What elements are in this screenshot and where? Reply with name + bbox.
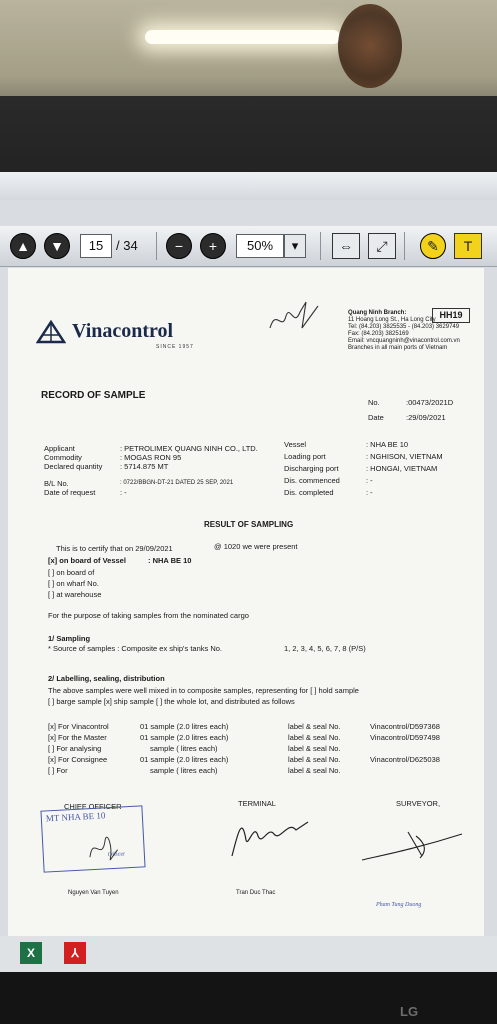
- doc-date-label: Date: [368, 413, 384, 422]
- option-line: [ ] at warehouse: [48, 590, 102, 599]
- window-top-strip: [0, 172, 497, 200]
- option-line: [ ] on board of: [48, 568, 95, 577]
- dist-ref: Vinacontrol/D597368: [370, 722, 440, 731]
- zoom-out-button[interactable]: −: [166, 233, 192, 259]
- branch-line: Branches in all main ports of Vietnam: [348, 345, 448, 351]
- chief-name: Nguyen Van Tuyen: [68, 890, 119, 896]
- company-logo-text: Vinacontrol: [72, 320, 174, 342]
- branch-line: Email: vncquangninh@vinacontrol.com.vn: [348, 338, 460, 344]
- field-label: Loading port: [284, 452, 326, 461]
- next-page-button[interactable]: ▼: [44, 233, 70, 259]
- initials-signature: [266, 298, 326, 338]
- monitor-brand-logo: LG: [400, 1004, 419, 1019]
- field-value: : -: [366, 488, 373, 497]
- field-value: : NHA BE 10: [366, 440, 409, 449]
- document-title: RECORD OF SAMPLE: [41, 390, 146, 401]
- toolbar-separator: [320, 232, 321, 260]
- field-label: Declared quantity: [44, 462, 103, 471]
- field-label: Dis. commenced: [284, 476, 340, 485]
- dist-ref: Vinacontrol/D625038: [370, 755, 440, 764]
- dist-sample: sample ( litres each): [150, 744, 218, 753]
- fit-width-icon[interactable]: ⇔: [332, 233, 360, 259]
- toolbar-separator: [156, 232, 157, 260]
- stamp-title: MT NHA BE 10: [45, 810, 106, 824]
- field-label: Applicant: [44, 444, 75, 453]
- ceiling-light: [145, 30, 340, 44]
- distribution-text: The above samples were well mixed in to composite samples, representing for [ ] hold sample: [48, 686, 359, 695]
- field-label: Discharging port: [284, 464, 339, 473]
- dist-for: [x] For Vinacontrol: [48, 722, 109, 731]
- pdf-reader-icon[interactable]: ⅄: [64, 942, 86, 964]
- zoom-in-button[interactable]: +: [200, 233, 226, 259]
- dist-sample: 01 sample (2.0 litres each): [140, 722, 229, 731]
- dist-sample: 01 sample (2.0 litres each): [140, 755, 229, 764]
- surveyor-signature: [358, 828, 468, 868]
- certify-time: @ 1020 we were present: [214, 542, 298, 551]
- onboard-label: [x] on board of Vessel: [48, 556, 126, 565]
- sign-label-terminal: TERMINAL: [238, 799, 276, 808]
- surveyor-name: Pham Tung Duong: [376, 902, 422, 908]
- previous-page-button[interactable]: ▲: [10, 233, 36, 259]
- chief-signature: [82, 825, 124, 865]
- field-label: Commodity: [44, 453, 82, 462]
- branch-line: Quang Ninh Branch:: [348, 310, 407, 316]
- dist-seal: label & seal No.: [288, 766, 341, 775]
- text-tool-icon[interactable]: T: [454, 233, 482, 259]
- field-label: Date of request: [44, 488, 96, 497]
- field-value: : NGHISON, VIETNAM: [366, 452, 443, 461]
- dist-seal: label & seal No.: [288, 722, 341, 731]
- doc-no-value: :00473/2021D: [406, 398, 454, 407]
- sign-label-chief: CHIEF OFFICER: [64, 802, 122, 811]
- field-label: Dis. completed: [284, 488, 334, 497]
- doc-date-value: :29/09/2021: [406, 413, 446, 422]
- field-value: : HONGAI, VIETNAM: [366, 464, 438, 473]
- distribution-text: [ ] barge sample [x] ship sample [ ] the whole lot, and distributed as follows: [48, 697, 295, 706]
- option-line: [ ] on wharf No.: [48, 579, 99, 588]
- purpose-line: For the purpose of taking samples from the nominated cargo: [48, 611, 249, 620]
- stamp-subtitle: Officer: [107, 851, 126, 859]
- dist-for: [ ] For analysing: [48, 744, 102, 753]
- dist-for: [x] For the Master: [48, 733, 107, 742]
- reference-box: HH19: [432, 308, 470, 323]
- section-title: 1/ Sampling: [48, 634, 91, 643]
- field-value: : -: [120, 488, 127, 497]
- toolbar-separator: [404, 232, 405, 260]
- pdf-viewer-window: [0, 172, 497, 972]
- sign-label-surveyor: SURVEYOR,: [396, 799, 441, 808]
- onboard-value: : NHA BE 10: [148, 556, 192, 565]
- section-title: 2/ Labelling, sealing, distribution: [48, 674, 165, 683]
- dist-seal: label & seal No.: [288, 755, 341, 764]
- pdf-page: [8, 268, 484, 936]
- zoom-dropdown-chevron-down-icon[interactable]: ▾: [284, 234, 306, 258]
- dist-sample: 01 sample (2.0 litres each): [140, 733, 229, 742]
- dist-seal: label & seal No.: [288, 733, 341, 742]
- dist-for: [x] For Consignee: [48, 755, 108, 764]
- terminal-name: Tran Duc Thac: [236, 890, 276, 896]
- dist-ref: Vinacontrol/D597498: [370, 733, 440, 742]
- fit-page-icon[interactable]: ⤢: [368, 233, 396, 259]
- company-since: SINCE 1957: [156, 344, 194, 350]
- result-title: RESULT OF SAMPLING: [204, 520, 294, 529]
- doc-no-label: No.: [368, 398, 380, 407]
- field-label: Vessel: [284, 440, 307, 449]
- comment-icon[interactable]: ✎: [420, 233, 446, 259]
- certify-line: This is to certify that on 29/09/2021: [56, 544, 173, 553]
- field-value: : 0722/BBGN-DT-21 DATED 25 SEP, 2021: [120, 480, 234, 486]
- vessel-stamp: [40, 805, 145, 872]
- field-value: : 5714.875 MT: [120, 462, 169, 471]
- terminal-signature: [224, 812, 314, 862]
- wall-ornament: [338, 4, 402, 88]
- branch-line: 11 Hoang Long St., Ha Long City: [348, 317, 436, 323]
- excel-icon[interactable]: X: [20, 942, 42, 964]
- page-number-input[interactable]: 15: [80, 234, 112, 258]
- zoom-level-input[interactable]: 50%: [236, 234, 284, 258]
- field-label: B/L No.: [44, 479, 69, 488]
- dist-sample: sample ( litres each): [150, 766, 218, 775]
- sampling-tanks: 1, 2, 3, 4, 5, 6, 7, 8 (P/S): [284, 644, 366, 653]
- field-value: : PETROLIMEX QUANG NINH CO., LTD.: [120, 444, 258, 453]
- branch-line: Tel: (84.203) 3825535 - (84.203) 3629749: [348, 324, 460, 330]
- taskbar: [0, 936, 497, 972]
- background-wall: [0, 0, 497, 110]
- page-total-label: / 34: [116, 238, 138, 253]
- field-value: : -: [366, 476, 373, 485]
- sampling-source: * Source of samples : Composite ex ship's tanks No.: [48, 644, 223, 653]
- field-value: : MOGAS RON 95: [120, 453, 182, 462]
- branch-line: Fax: (84.203) 3825169: [348, 331, 409, 337]
- dist-seal: label & seal No.: [288, 744, 341, 753]
- dist-for: [ ] For: [48, 766, 68, 775]
- vinacontrol-logo-icon: [36, 320, 66, 344]
- pdf-toolbar: [0, 226, 497, 267]
